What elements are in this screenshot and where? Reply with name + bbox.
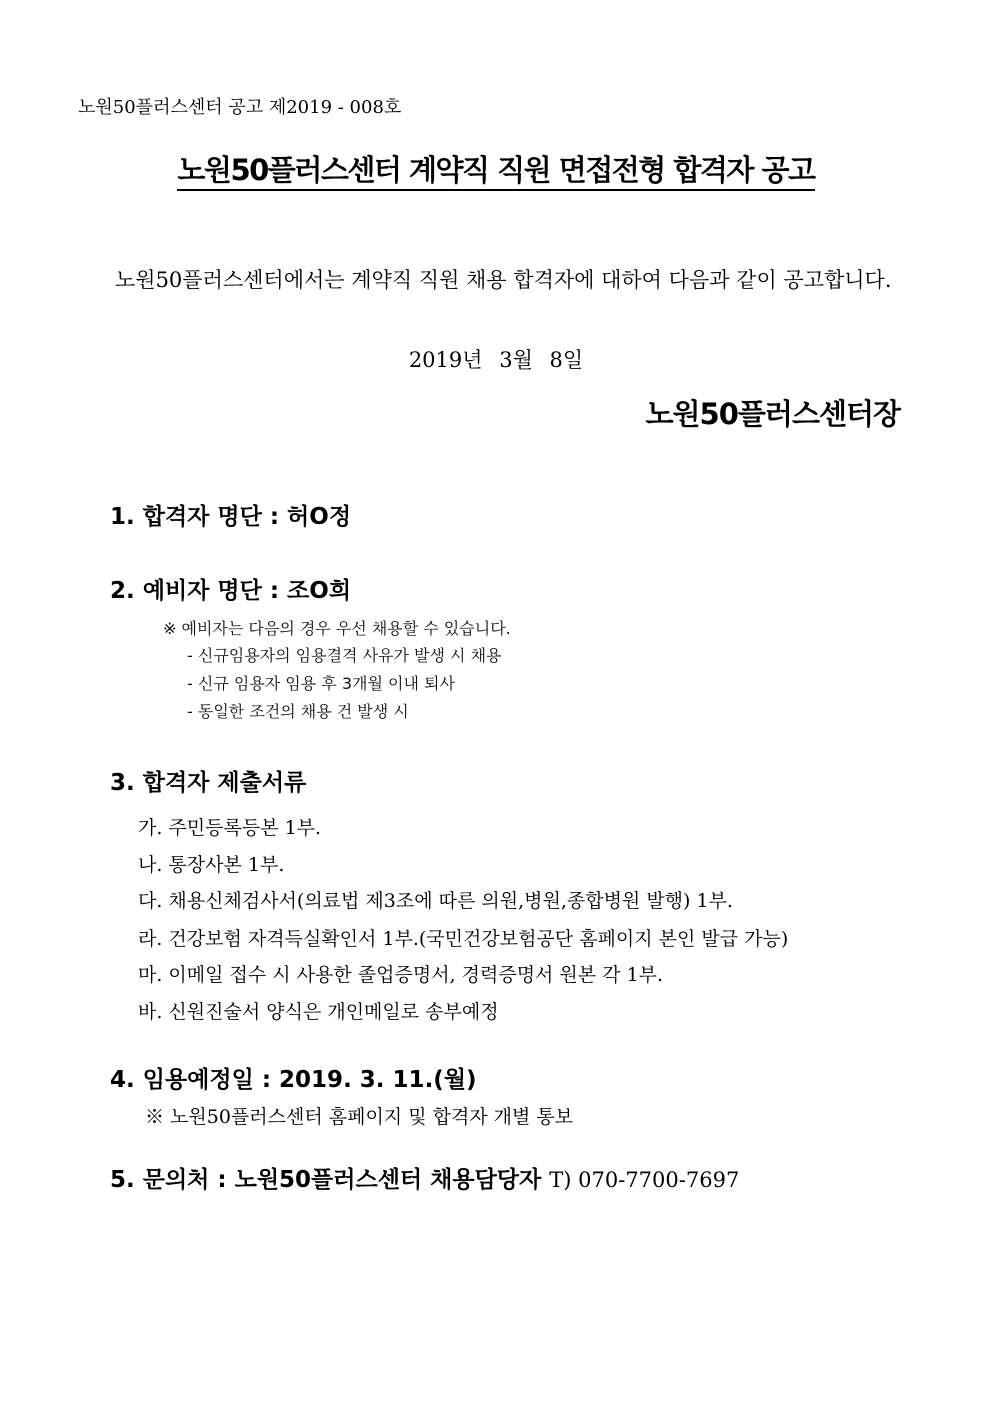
- notice-number: 노원50플러스센터 공고 제2019 - 008호: [78, 97, 402, 118]
- section1-heading: 1. 합격자 명단 : 허O정: [110, 504, 352, 530]
- section3-heading: 3. 합격자 제출서류: [110, 770, 307, 796]
- section2-note: ※ 예비자는 다음의 경우 우선 채용할 수 있습니다.: [163, 619, 511, 638]
- contact-phone: T) 070-7700-7697: [549, 1168, 740, 1192]
- intro-paragraph: 노원50플러스센터에서는 계약직 직원 채용 합격자에 대하여 다음과 같이 공고합니다.: [115, 268, 892, 292]
- page-title-wrapper: [0, 148, 992, 189]
- section2-heading: 2. 예비자 명단 : 조O희: [110, 578, 352, 604]
- section2-item: - 동일한 조건의 채용 건 발생 시: [187, 702, 409, 721]
- document-item: 마. 이메일 접수 시 사용한 졸업증명서, 경력증명서 원본 각 1부.: [138, 964, 664, 986]
- document-item: 라. 건강보험 자격득실확인서 1부.(국민건강보험공단 홈페이지 본인 발급 가능): [138, 928, 789, 950]
- section5-heading: [110, 1161, 739, 1194]
- document-item: 나. 통장사본 1부.: [138, 854, 285, 876]
- document-item: 가. 주민등록등본 1부.: [138, 817, 322, 839]
- section2-item: - 신규 임용자 임용 후 3개월 이내 퇴사: [187, 674, 455, 693]
- issuer-name: 노원50플러스센터장: [645, 397, 900, 431]
- section4-heading: 4. 임용예정일 : 2019. 3. 11.(월): [110, 1067, 477, 1093]
- page-title: 노원50플러스센터 계약직 직원 면접전형 합격자 공고: [177, 153, 814, 191]
- contact-label: 5. 문의처 : 노원50플러스센터 채용담당자: [110, 1167, 542, 1193]
- section4-note: ※ 노원50플러스센터 홈페이지 및 합격자 개별 통보: [145, 1106, 574, 1128]
- document-item: 다. 채용신체검사서(의료법 제3조에 따른 의원,병원,종합병원 발행) 1부.: [138, 890, 733, 912]
- document-item: 바. 신원진술서 양식은 개인메일로 송부예정: [138, 1001, 499, 1023]
- section2-item: - 신규임용자의 임용결격 사유가 발생 시 채용: [187, 646, 502, 665]
- announcement-date: 2019년 3월 8일: [408, 348, 584, 372]
